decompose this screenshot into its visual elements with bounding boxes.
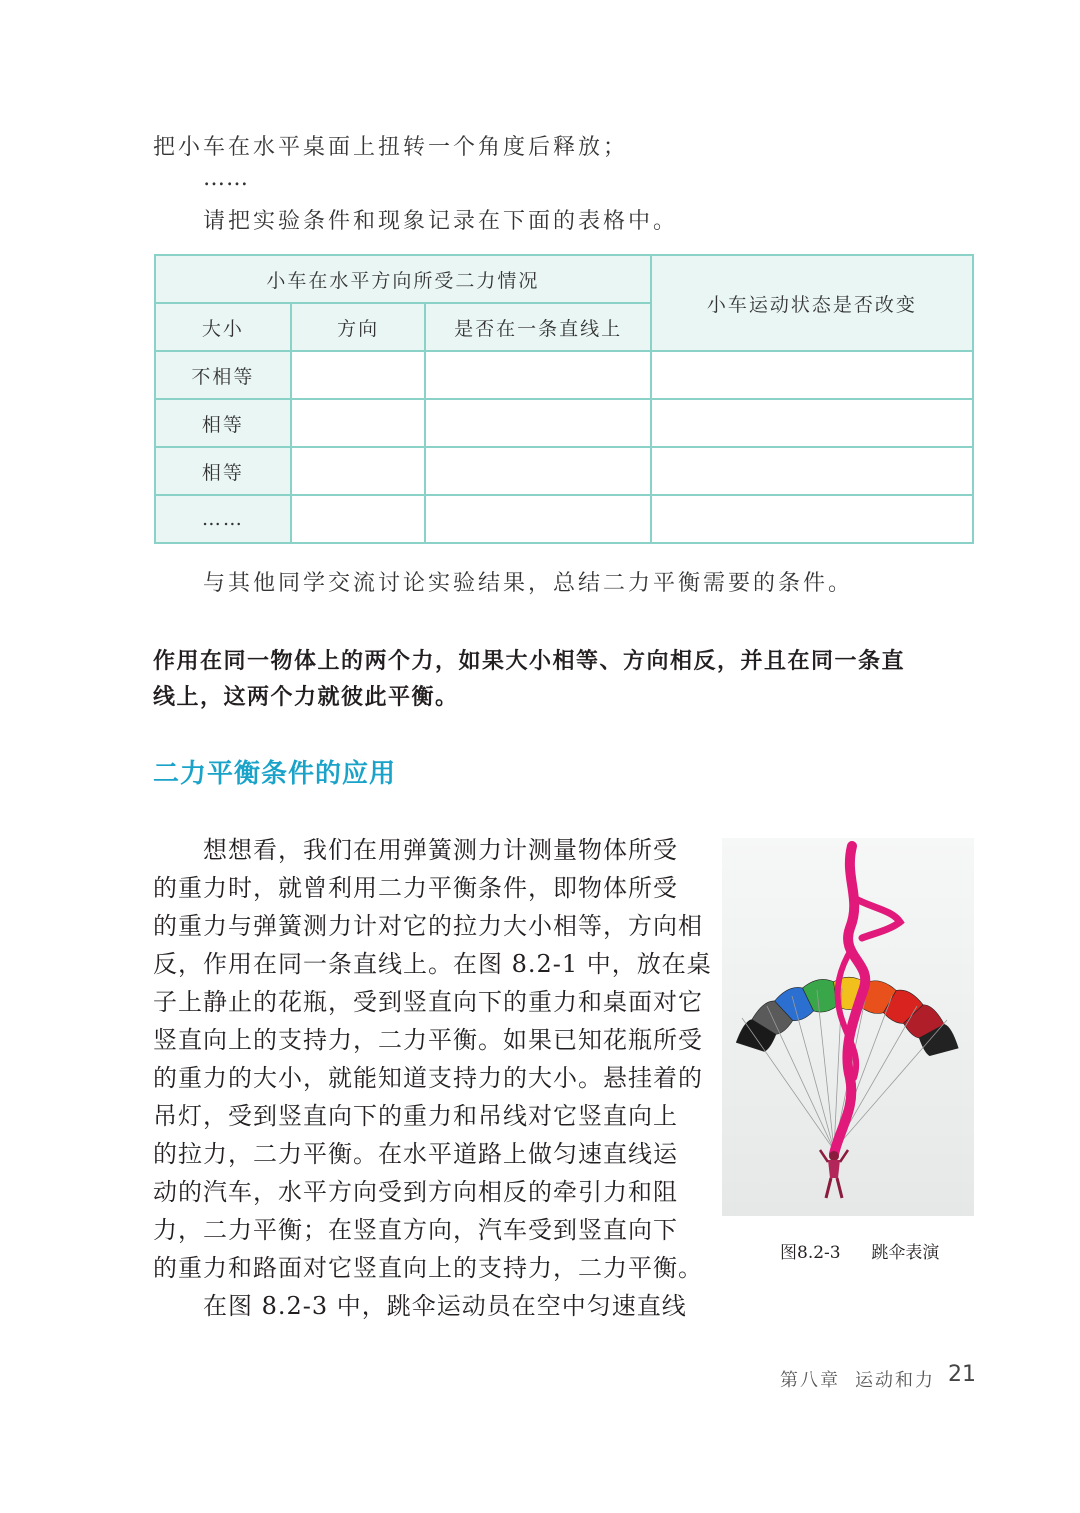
- table-result-header: 小车运动状态是否改变: [651, 255, 973, 351]
- table-row-label: 相等: [155, 399, 291, 447]
- table-cell-blank[interactable]: [291, 447, 426, 495]
- table-cell-blank[interactable]: [651, 495, 973, 543]
- experiment-table: [154, 254, 974, 544]
- intro-ellipsis: ……: [203, 166, 249, 191]
- figure-caption: [780, 1238, 939, 1263]
- table-col-header-size: 大小: [155, 303, 291, 351]
- body-line: 想想看，我们在用弹簧测力计测量物体所受: [203, 836, 678, 864]
- body-line: 的重力和路面对它竖直向上的支持力，二力平衡。: [153, 1254, 703, 1282]
- page-number: 21: [948, 1362, 976, 1387]
- table-row-label: 不相等: [155, 351, 291, 399]
- intro-line-1: 把小车在水平桌面上扭转一个角度后释放；: [153, 135, 629, 160]
- body-line: 动的汽车，水平方向受到方向相反的牵引力和阻: [153, 1178, 678, 1206]
- figure-label: 图8.2-3: [780, 1243, 841, 1263]
- table-cell-blank[interactable]: [291, 399, 426, 447]
- parachute-illustration: [722, 838, 974, 1216]
- figure-caption-text: 跳伞表演: [871, 1243, 940, 1263]
- table-cell-blank[interactable]: [425, 447, 650, 495]
- table-col-header-line: 是否在一条直线上: [425, 303, 650, 351]
- table-cell-blank[interactable]: [425, 495, 650, 543]
- intro-line-3: 请把实验条件和现象记录在下面的表格中。: [203, 209, 679, 234]
- conclusion-line-2: 线上，这两个力就彼此平衡。: [153, 685, 459, 710]
- body-line: 的重力时，就曾利用二力平衡条件，即物体所受: [153, 874, 678, 902]
- footer-chapter: 第八章: [780, 1370, 840, 1391]
- table-row-label: 相等: [155, 447, 291, 495]
- table-col-header-direction: 方向: [291, 303, 426, 351]
- skydiving-photo: [722, 838, 974, 1216]
- table-row: [155, 351, 973, 399]
- body-line: 力，二力平衡；在竖直方向，汽车受到竖直向下: [153, 1216, 678, 1244]
- table-cell-blank[interactable]: [291, 495, 426, 543]
- table-group-header: 小车在水平方向所受二力情况: [155, 255, 651, 303]
- table-cell-blank[interactable]: [651, 399, 973, 447]
- body-line: 在图 8.2-3 中，跳伞运动员在空中匀速直线: [203, 1292, 687, 1320]
- body-line: 的重力的大小，就能知道支持力的大小。悬挂着的: [153, 1064, 703, 1092]
- table-cell-blank[interactable]: [651, 351, 973, 399]
- conclusion-line-1: 作用在同一物体上的两个力，如果大小相等、方向相反，并且在同一条直: [153, 649, 906, 674]
- table-cell-blank[interactable]: [651, 447, 973, 495]
- table-row-label: ……: [155, 495, 291, 543]
- table-cell-blank[interactable]: [425, 399, 650, 447]
- body-line: 反，作用在同一条直线上。在图 8.2-1 中，放在桌: [153, 950, 712, 978]
- body-line: 的拉力，二力平衡。在水平道路上做匀速直线运: [153, 1140, 678, 1168]
- body-line: 子上静止的花瓶，受到竖直向下的重力和桌面对它: [153, 988, 703, 1016]
- table-cell-blank[interactable]: [291, 351, 426, 399]
- table-row: [155, 495, 973, 543]
- body-line: 吊灯，受到竖直向下的重力和吊线对它竖直向上: [153, 1102, 678, 1130]
- body-line: 竖直向上的支持力，二力平衡。如果已知花瓶所受: [153, 1026, 703, 1054]
- table-row: [155, 447, 973, 495]
- table-row: [155, 399, 973, 447]
- body-line: 的重力与弹簧测力计对它的拉力大小相等，方向相: [153, 912, 703, 940]
- discussion-text: 与其他同学交流讨论实验结果，总结二力平衡需要的条件。: [203, 571, 854, 596]
- footer-chapter-title: 运动和力: [855, 1370, 935, 1391]
- section-title: 二力平衡条件的应用: [153, 759, 397, 789]
- table-cell-blank[interactable]: [425, 351, 650, 399]
